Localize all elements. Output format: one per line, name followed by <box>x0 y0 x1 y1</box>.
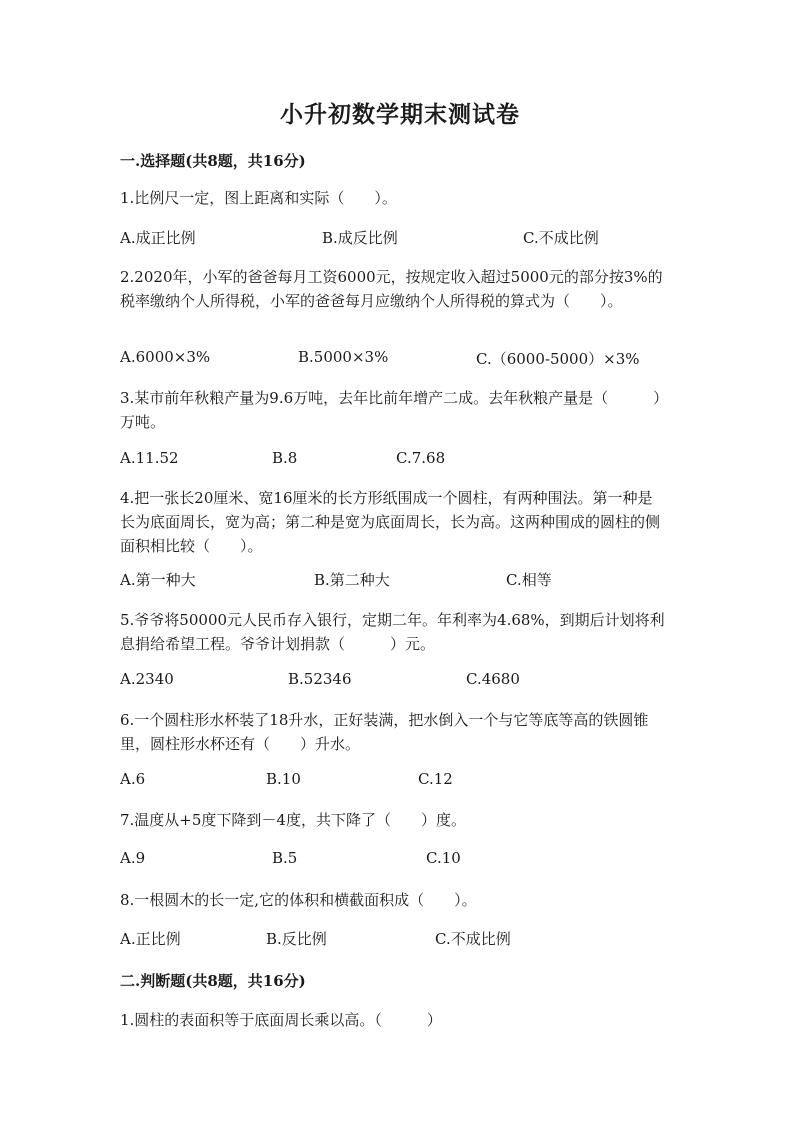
question-5: 5.爷爷将50000元人民币存入银行，定期二年。年利率为4.68%，到期后计划将利息捐给希望工程。爷爷计划捐款（ ）元。 <box>120 611 665 653</box>
options-8 <box>120 928 680 952</box>
option-a: A.2340 <box>120 670 174 688</box>
option-c: C.7.68 <box>396 449 446 467</box>
question-7: 7.温度从+5度下降到－4度，共下降了（ ）度。 <box>120 811 466 829</box>
option-c: C.不成比例 <box>523 229 599 247</box>
option-a: A.成正比例 <box>120 229 196 247</box>
section-heading-choice: 一.选择题(共8题，共16分) <box>120 152 306 170</box>
options-1 <box>120 227 680 251</box>
question-3: 3.某市前年秋粮产量为9.6万吨，去年比前年增产二成。去年秋粮产量是（ ）万吨。 <box>120 389 661 431</box>
option-b: B.5 <box>272 849 298 867</box>
option-b: B.8 <box>272 449 298 467</box>
option-a: A.第一种大 <box>120 571 196 589</box>
option-a: A.9 <box>120 849 146 867</box>
option-c: C.4680 <box>466 670 520 688</box>
options-3 <box>120 449 680 473</box>
options-6 <box>120 770 680 794</box>
section-heading-judgement: 二.判断题(共8题，共16分) <box>120 972 306 990</box>
option-b: B.52346 <box>288 670 352 688</box>
question-6: 6.一个圆柱形水杯装了18升水，正好装满，把水倒入一个与它等底等高的铁圆锥里，圆柱形水杯还有（ ）升水。 <box>120 711 649 753</box>
option-a: A.11.52 <box>120 449 179 467</box>
options-2 <box>120 348 680 372</box>
option-c: C.不成比例 <box>435 930 511 948</box>
option-b: B.反比例 <box>266 930 327 948</box>
options-5 <box>120 670 680 694</box>
judgement-question-1: 1.圆柱的表面积等于底面周长乘以高。（ ） <box>120 1011 442 1029</box>
option-b: B.第二种大 <box>314 571 390 589</box>
option-a: A.正比例 <box>120 930 181 948</box>
option-c: C.12 <box>418 770 453 788</box>
option-b: B.成反比例 <box>322 229 398 247</box>
options-7 <box>120 849 680 873</box>
question-2: 2.2020年，小军的爸爸每月工资6000元，按规定收入超过5000元的部分按3%的税率缴纳个人所得税，小军的爸爸每月应缴纳个人所得税的算式为（ ）。 <box>120 268 663 310</box>
option-c: C.10 <box>426 849 461 867</box>
question-8: 8.一根圆木的长一定,它的体积和横截面积成（ ）。 <box>120 891 477 909</box>
options-4 <box>120 569 680 593</box>
option-b: B.10 <box>266 770 301 788</box>
option-c: C.（6000-5000）×3% <box>476 350 640 368</box>
question-4: 4.把一张长20厘米、宽16厘米的长方形纸围成一个圆柱，有两种围法。第一种是长为底面周长，宽为高；第二种是宽为底面周长，长为高。这两种围成的圆柱的侧面积相比较（ ）。 <box>120 489 661 555</box>
option-b: B.5000×3% <box>298 348 389 366</box>
option-a: A.6000×3% <box>120 348 211 366</box>
question-1: 1.比例尺一定，图上距离和实际（ ）。 <box>120 189 397 207</box>
page-title: 小升初数学期末测试卷 <box>280 101 520 128</box>
option-c: C.相等 <box>506 571 552 589</box>
option-a: A.6 <box>120 770 146 788</box>
